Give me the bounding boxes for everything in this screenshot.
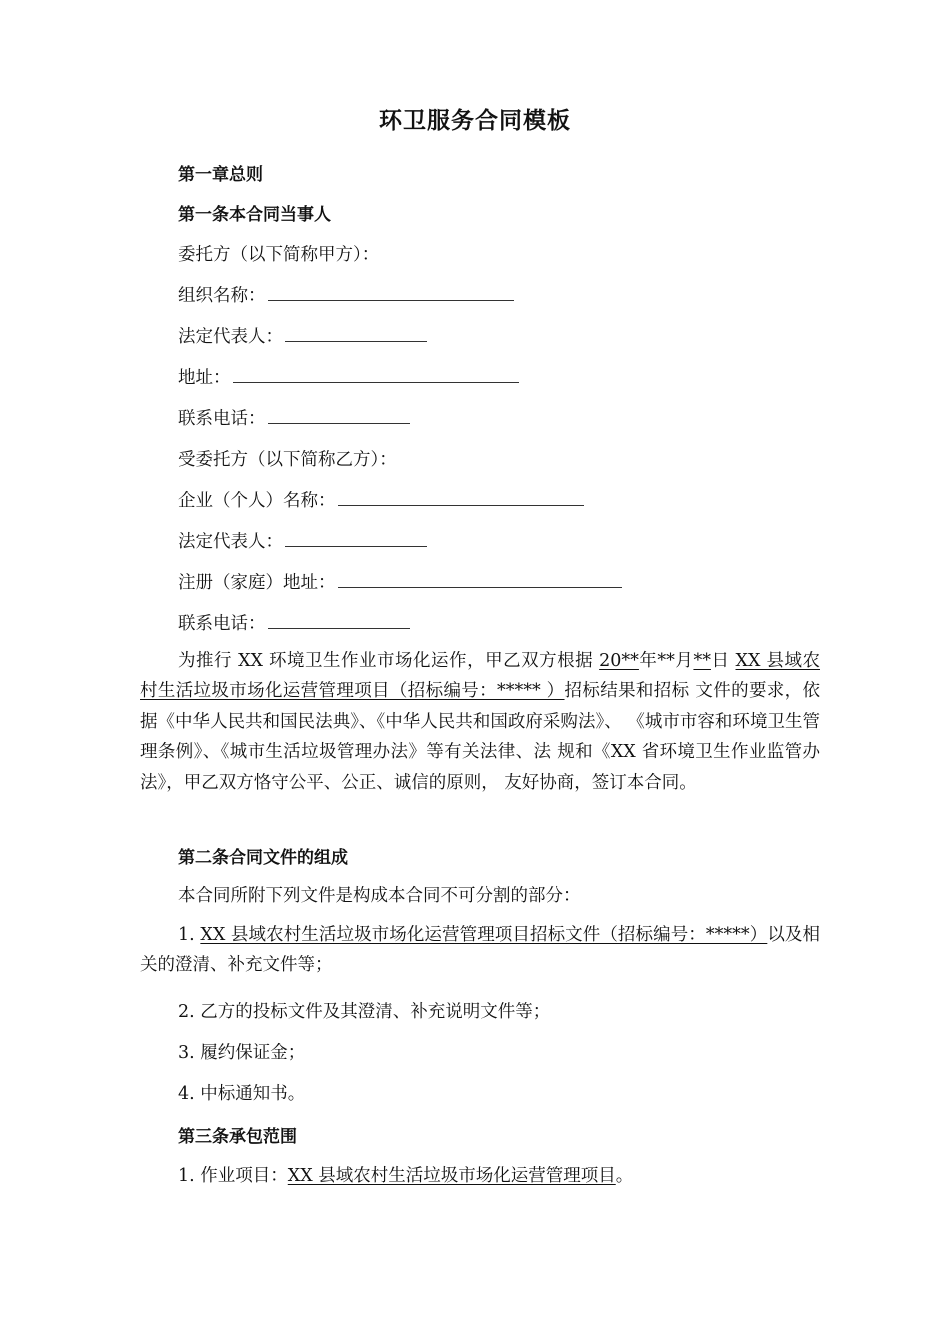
article2-item-1-num: 1.	[178, 925, 201, 945]
party-a-addr-line	[178, 364, 519, 389]
party-a-intro: 委托方（以下简称甲方）：	[178, 245, 380, 265]
article3-item-1-end: 。	[615, 1166, 634, 1186]
article3-item-1-num: 1. 作业项目：	[178, 1166, 288, 1186]
article2-item-1	[140, 920, 820, 981]
party-a-rep-field[interactable]	[285, 327, 427, 342]
party-b-rep-label: 法定代表人：	[178, 532, 283, 552]
article2-item-2: 2. 乙方的投标文件及其澄清、补充说明文件等；	[178, 1002, 551, 1022]
party-b-rep-line	[178, 528, 427, 553]
party-a-org-field[interactable]	[268, 286, 514, 301]
preamble-year: 20**	[599, 651, 639, 671]
preamble-text-1: 为推行 XX 环境卫生作业市场化运作，甲乙双方根据	[178, 651, 600, 671]
document-title: 环卫服务合同模板	[379, 108, 571, 134]
article2-heading: 第二条合同文件的组成	[178, 848, 348, 868]
preamble-text-2: 年**月	[638, 651, 694, 671]
party-b-rep-field[interactable]	[285, 532, 427, 547]
chapter-heading: 第一章总则	[178, 165, 263, 185]
article2-item-1-rest: 以及相关的澄清、补充文件等；	[140, 925, 821, 976]
party-a-tel-line	[178, 405, 410, 430]
party-b-name-field[interactable]	[338, 491, 584, 506]
article2-item-1-doc: XX 县域农村生活垃圾市场化运营管理项目招标文件（招标编号：*****）	[200, 925, 768, 945]
preamble-text-4: 招标结果和招标 文件的要求，依据《中华人民共和国民法典》、《中华人民共和国政府采购法》、 《城市市容和环境卫生管理条例》、《城市生活垃圾管理办法》等有关法律、法 规和《XX 省环境卫生作业监管办法》，甲乙双方恪守公平、公正、诚信的原则， 友好协商，签订本合同。	[140, 681, 821, 793]
party-a-addr-label: 地址：	[178, 368, 231, 388]
article1-heading: 第一条本合同当事人	[178, 205, 331, 225]
article2-intro: 本合同所附下列文件是构成本合同不可分割的部分：	[178, 886, 581, 906]
party-b-intro: 受委托方（以下简称乙方）：	[178, 450, 397, 470]
party-a-tel-label: 联系电话：	[178, 409, 266, 429]
preamble-day: **	[693, 651, 711, 671]
party-b-tel-label: 联系电话：	[178, 614, 266, 634]
preamble-text-3: 日	[710, 651, 736, 671]
article3-item-1	[178, 1162, 633, 1187]
party-a-rep-line	[178, 323, 427, 348]
preamble-project: XX 县域农村生活垃圾市场化运营管理项目（招标编号：***** ）	[140, 651, 820, 702]
article3-heading: 第三条承包范围	[178, 1127, 297, 1147]
party-b-addr-field[interactable]	[338, 573, 622, 588]
party-b-name-label: 企业（个人）名称：	[178, 491, 336, 511]
party-b-name-line	[178, 487, 584, 512]
party-b-addr-label: 注册（家庭）地址：	[178, 573, 336, 593]
article3-item-1-project: XX 县域农村生活垃圾市场化运营管理项目	[287, 1166, 616, 1186]
party-a-rep-label: 法定代表人：	[178, 327, 283, 347]
party-b-tel-field[interactable]	[268, 614, 410, 629]
party-b-tel-line	[178, 610, 410, 635]
article2-item-3: 3. 履约保证金；	[178, 1043, 306, 1063]
party-a-org-line	[178, 282, 514, 307]
party-a-org-label: 组织名称：	[178, 286, 266, 306]
party-a-addr-field[interactable]	[233, 368, 519, 383]
party-b-addr-line	[178, 569, 622, 594]
preamble-paragraph	[140, 646, 820, 798]
party-a-tel-field[interactable]	[268, 409, 410, 424]
article2-item-4: 4. 中标通知书。	[178, 1084, 306, 1104]
